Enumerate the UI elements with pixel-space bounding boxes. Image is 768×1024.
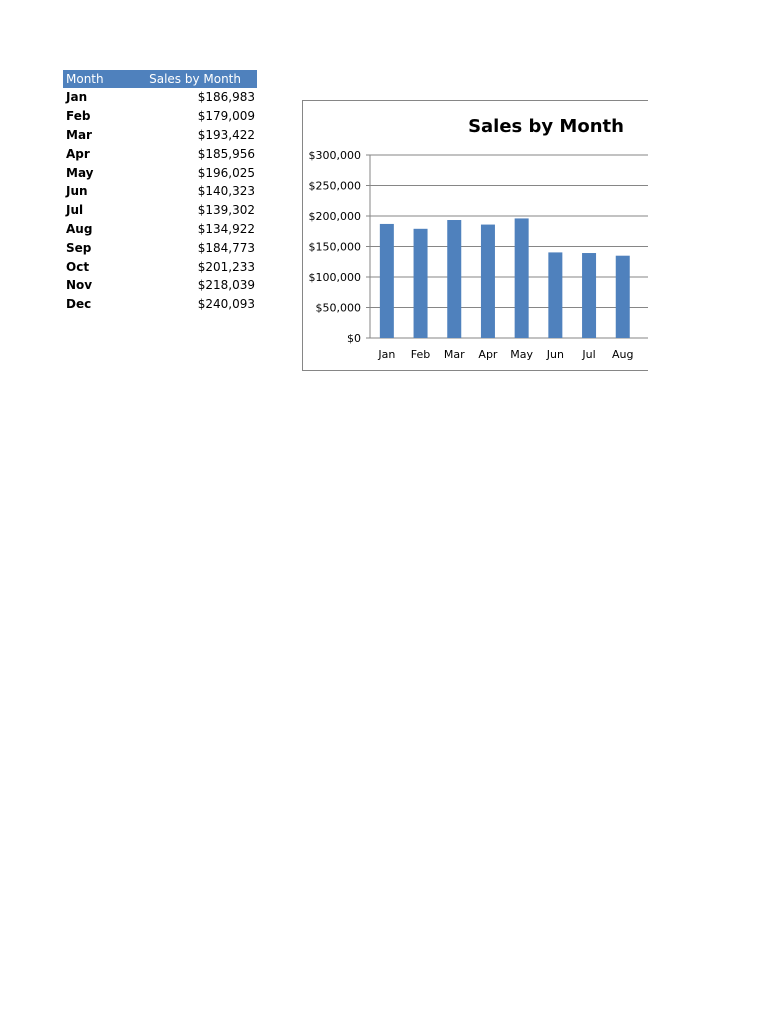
sales-cell: $134,922	[197, 221, 255, 236]
x-tick-label: Jan	[378, 348, 396, 361]
x-tick-label: Jul	[582, 348, 596, 361]
month-cell: Apr	[66, 146, 90, 161]
sales-cell: $240,093	[197, 297, 255, 312]
month-column-header: Month	[63, 70, 118, 88]
y-tick-label: $150,000	[308, 240, 361, 254]
sales-table	[63, 70, 257, 314]
sales-column-header: Sales by Month	[118, 70, 257, 88]
x-tick-label: Feb	[410, 348, 431, 361]
month-cell: Jun	[66, 184, 88, 199]
month-cell: Sep	[66, 240, 92, 255]
month-cell: Feb	[66, 109, 91, 124]
y-tick-label: $100,000	[308, 271, 361, 284]
month-cell: Aug	[66, 221, 93, 236]
chart-title: Sales by Month	[468, 116, 624, 137]
sales-cell: $185,956	[197, 146, 255, 161]
y-tick-label: $250,000	[308, 179, 361, 193]
table-row	[63, 88, 257, 107]
bars	[380, 218, 630, 338]
table-row	[63, 126, 257, 145]
sales-cell: $193,422	[197, 127, 255, 142]
sales-cell: $139,302	[197, 203, 255, 218]
y-tick-label: $300,000	[308, 149, 361, 162]
table-row	[63, 220, 257, 239]
gridlines	[366, 155, 648, 338]
x-tick-label: May	[510, 348, 534, 361]
table-row	[63, 182, 257, 201]
table-row	[63, 295, 257, 314]
bar	[414, 229, 428, 338]
table-row	[63, 238, 257, 257]
sales-cell: $196,025	[197, 165, 255, 180]
bar	[548, 252, 562, 338]
sales-cell: $201,233	[197, 259, 255, 274]
month-cell: Jul	[66, 203, 84, 218]
bar	[481, 225, 495, 338]
y-tick-label: $200,000	[308, 210, 361, 223]
bar	[582, 253, 596, 338]
table-row	[63, 257, 257, 276]
table-row	[63, 201, 257, 220]
chart-canvas	[303, 101, 648, 371]
x-tick-label: Mar	[443, 348, 465, 361]
sales-cell: $179,009	[197, 109, 255, 124]
sales-cell: $140,323	[197, 184, 255, 199]
x-axis-labels	[377, 348, 633, 361]
table-body	[63, 88, 257, 314]
sales-chart	[302, 100, 648, 371]
bar	[447, 220, 461, 338]
y-axis-labels	[309, 149, 362, 345]
sales-cell: $184,773	[197, 240, 255, 255]
month-cell: Oct	[66, 259, 90, 274]
sales-cell: $218,039	[197, 278, 255, 293]
table-row	[63, 107, 257, 126]
x-tick-label: Aug	[612, 348, 634, 361]
y-tick-label: $0	[347, 332, 361, 345]
x-tick-label: Apr	[478, 348, 498, 361]
table-row	[63, 163, 257, 182]
month-cell: Nov	[66, 278, 93, 293]
month-cell: Dec	[66, 297, 92, 312]
x-tick-label: Jun	[546, 348, 564, 361]
table-row	[63, 144, 257, 163]
month-cell: Jan	[66, 90, 88, 105]
month-cell: Mar	[66, 127, 92, 142]
table-header-row	[63, 70, 257, 88]
y-tick-label: $50,000	[315, 301, 361, 315]
month-cell: May	[66, 165, 94, 180]
bar	[616, 256, 630, 338]
sales-cell: $186,983	[197, 90, 255, 105]
bar	[515, 218, 529, 338]
bar	[380, 224, 394, 338]
table-row	[63, 276, 257, 295]
